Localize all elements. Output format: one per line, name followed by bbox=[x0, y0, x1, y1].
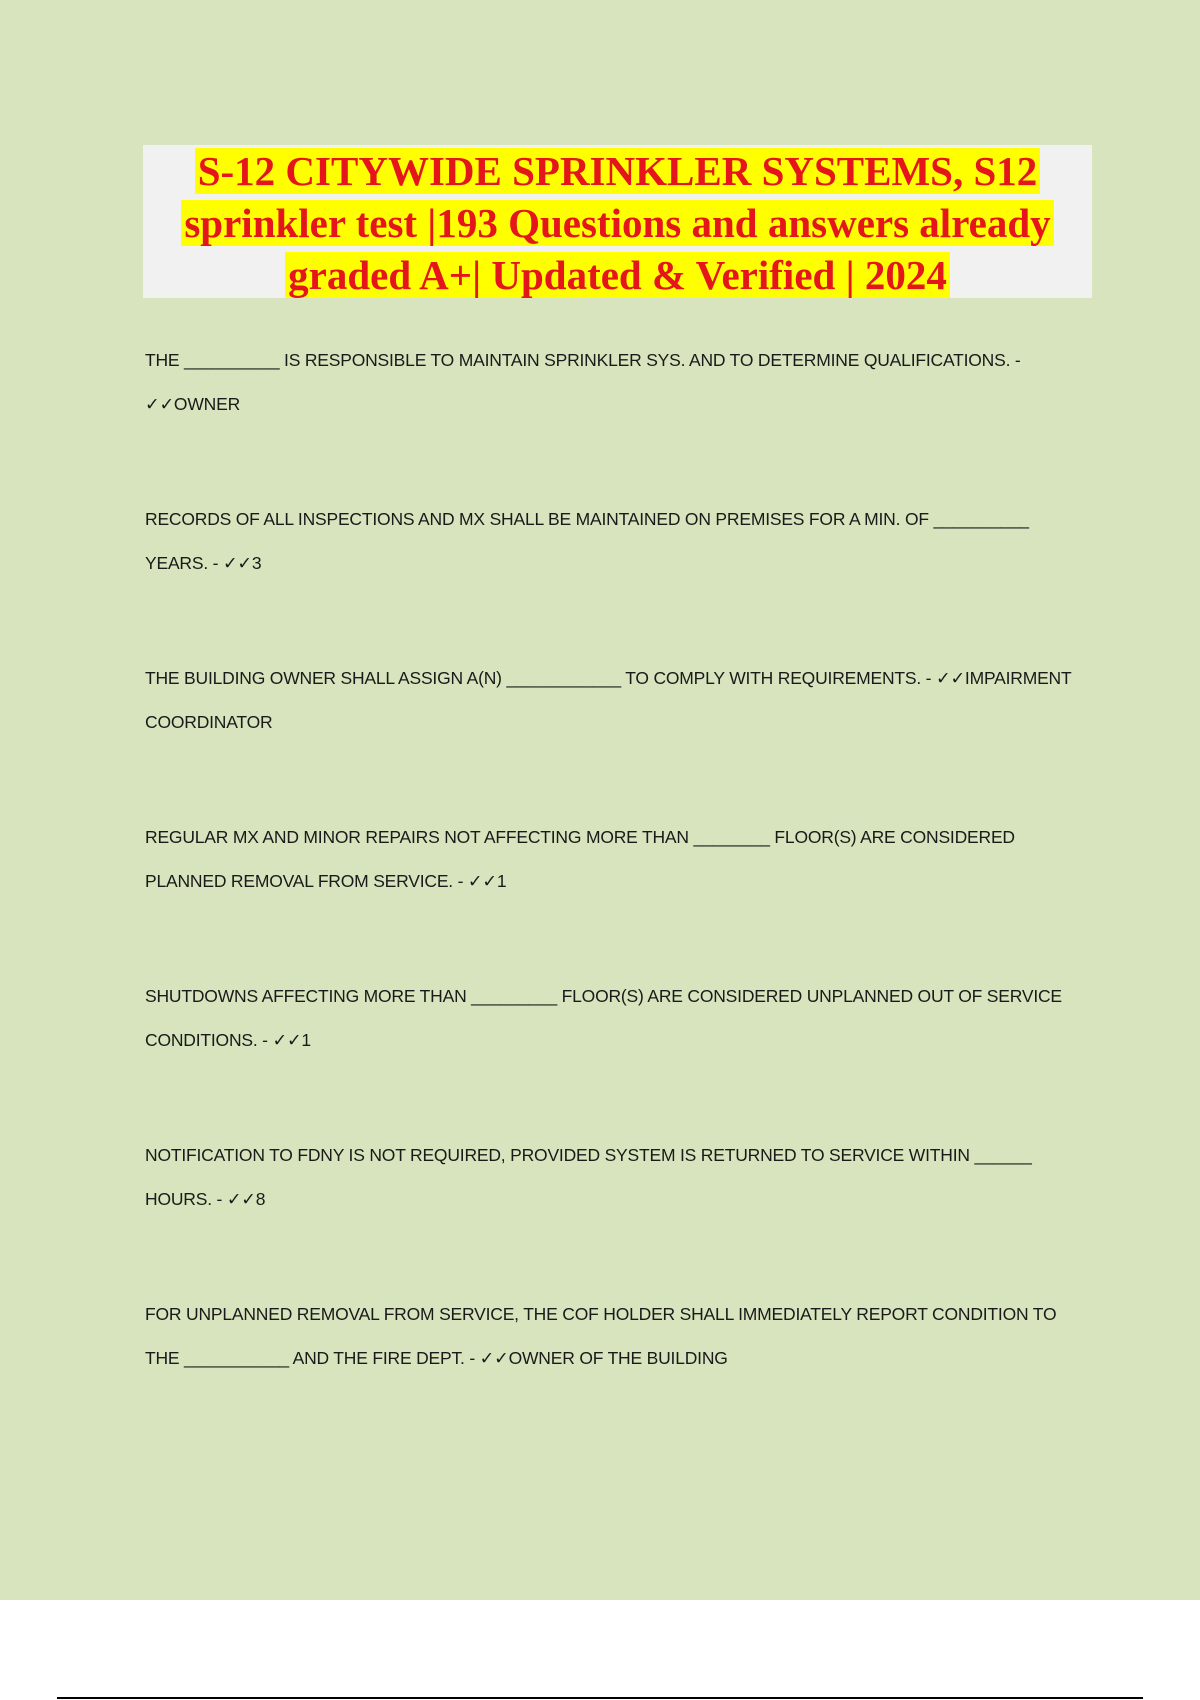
qa-item bbox=[145, 815, 1095, 974]
qa-item bbox=[145, 1133, 1095, 1292]
answer-text: ✓✓IMPAIRMENT COORDINATOR bbox=[145, 668, 1076, 732]
title-line-1: S-12 CITYWIDE SPRINKLER SYSTEMS, S12 bbox=[143, 145, 1092, 197]
footer-divider bbox=[57, 1697, 1143, 1699]
question-text: THE __________ IS RESPONSIBLE TO MAINTAIN SPRINKLER SYS. AND TO DETERMINE QUALIFICATIONS. - bbox=[145, 350, 1026, 370]
qa-item bbox=[145, 338, 1095, 497]
qa-item bbox=[145, 974, 1095, 1133]
question-text: REGULAR MX AND MINOR REPAIRS NOT AFFECTING MORE THAN ________ FLOOR(S) ARE CONSIDERED PLANNED REMOVAL FROM SERVICE. - bbox=[145, 827, 1020, 891]
title-line-2: sprinkler test |193 Questions and answers already bbox=[143, 197, 1092, 249]
answer-text: ✓✓1 bbox=[272, 1030, 311, 1050]
question-answer-list bbox=[145, 338, 1095, 1451]
qa-item bbox=[145, 656, 1095, 815]
answer-text: ✓✓3 bbox=[222, 553, 262, 573]
answer-text: ✓✓OWNER OF THE BUILDING bbox=[479, 1348, 728, 1368]
document-title bbox=[143, 145, 1092, 298]
answer-text: ✓✓1 bbox=[467, 871, 507, 891]
qa-item bbox=[145, 1292, 1095, 1451]
question-text: RECORDS OF ALL INSPECTIONS AND MX SHALL BE MAINTAINED ON PREMISES FOR A MIN. OF __________ YEARS. - bbox=[145, 509, 1034, 573]
answer-text: ✓✓8 bbox=[226, 1189, 266, 1209]
title-line-3: graded A+| Updated & Verified | 2024 bbox=[143, 249, 1092, 301]
question-text: NOTIFICATION TO FDNY IS NOT REQUIRED, PROVIDED SYSTEM IS RETURNED TO SERVICE WITHIN ______ HOURS. - bbox=[145, 1145, 1037, 1209]
question-text: FOR UNPLANNED REMOVAL FROM SERVICE, THE COF HOLDER SHALL IMMEDIATELY REPORT CONDITION TO THE ___________ AND THE FIRE DEPT. - bbox=[145, 1304, 1061, 1368]
answer-text: ✓✓OWNER bbox=[145, 394, 241, 414]
question-text: THE BUILDING OWNER SHALL ASSIGN A(N) ____________ TO COMPLY WITH REQUIREMENTS. - bbox=[145, 668, 936, 688]
question-text: SHUTDOWNS AFFECTING MORE THAN _________ FLOOR(S) ARE CONSIDERED UNPLANNED OUT OF SERVICE CONDITIONS. - bbox=[145, 986, 1067, 1050]
qa-item bbox=[145, 497, 1095, 656]
